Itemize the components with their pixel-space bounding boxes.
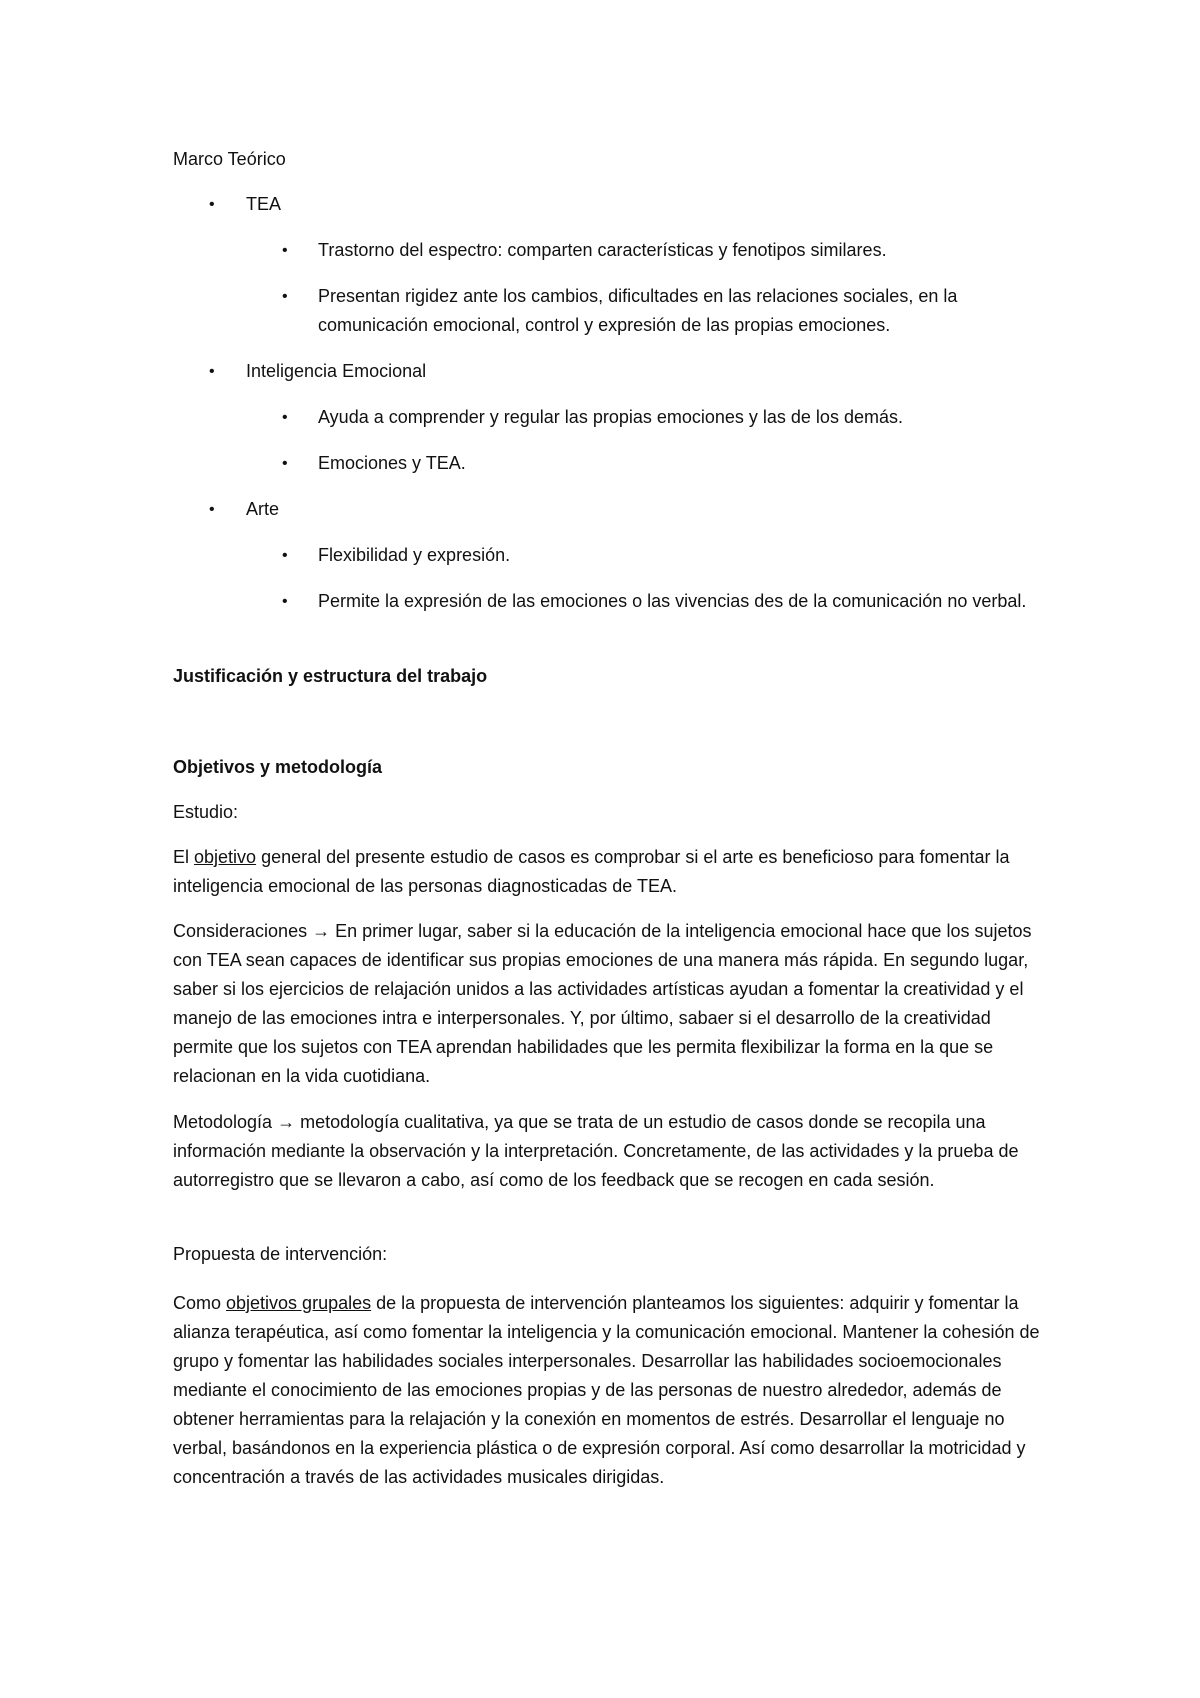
- bullet-icon: •: [282, 242, 288, 259]
- list-item-ie-2: Emociones y TEA.: [318, 453, 466, 473]
- list-item-tea-1: Trastorno del espectro: comparten características y fenotipos similares.: [318, 240, 887, 260]
- bullet-icon: •: [209, 501, 215, 518]
- bullet-icon: •: [282, 288, 288, 305]
- paragraph-objetivo: El objetivo general del presente estudio de casos es comprobar si el arte es beneficioso para fomentar la inteligencia emocional de las personas diagnosticadas de TEA.: [173, 847, 1010, 896]
- bullet-icon: •: [282, 455, 288, 472]
- list-item-arte-1: Flexibilidad y expresión.: [318, 545, 511, 565]
- paragraph-objetivos-grupales: Como objetivos grupales de la propuesta de intervención planteamos los siguientes: adquirir y fomentar la alianza terapéutica, así como fomentar la inteligencia y la comunicación emocional. Mantener la cohesión de grupo y fomentar las habilidades sociales interpersonales. Desarrollar las habilidades socioemocionales mediante el conocimiento de las emociones propias y de las personas de nuestro alrededor, además de obtener herramientas para la relajación y la conexión en momentos de estrés. Desarrollar el lenguaje no verbal, basándonos en la experiencia plástica o de expresión corporal. Así como desarrollar la motricidad y concentración a través de las actividades musicales dirigidas.: [173, 1293, 1040, 1487]
- list-item-ie: Inteligencia Emocional: [246, 361, 427, 381]
- underlined-term-objetivo: objetivo: [194, 847, 257, 867]
- bullet-icon: •: [209, 196, 215, 213]
- paragraph-consideraciones: Consideraciones → En primer lugar, saber si la educación de la inteligencia emocional hace que los sujetos con TEA sean capaces de identificar sus propias emociones de una manera más rápida. En segundo lugar, saber si los ejercicios de relajación unidos a las actividades artísticas ayudan a fomentar la creatividad y el manejo de las emociones intra e interpersonales. Y, por último, sabaer si el desarrollo de la creatividad permite que los sujetos con TEA aprendan habilidades que les permita flexibilizar la forma en la que se relacionan en la vida cuotidiana.: [173, 921, 1032, 1086]
- section-title-objetivos: Objetivos y metodología: [173, 757, 383, 777]
- bullet-icon: •: [282, 409, 288, 426]
- bullet-icon: •: [282, 593, 288, 610]
- list-item-tea-2: Presentan rigidez ante los cambios, dificultades en las relaciones sociales, en la comunicación emocional, control y expresión de las propias emociones.: [318, 286, 958, 335]
- list-item-ie-1: Ayuda a comprender y regular las propias emociones y las de los demás.: [318, 407, 903, 427]
- list-item-arte-2: Permite la expresión de las emociones o las vivencias des de la comunicación no verbal.: [318, 591, 1027, 611]
- subheading-estudio: Estudio:: [173, 802, 239, 822]
- bullet-icon: •: [282, 547, 288, 564]
- section-title-justificacion: Justificación y estructura del trabajo: [173, 666, 488, 686]
- bullet-icon: •: [209, 363, 215, 380]
- paragraph-metodologia: Metodología → metodología cualitativa, ya que se trata de un estudio de casos donde se recopila una información mediante la observación y la interpretación. Concretamente, de las actividades y la prueba de autorregistro que se llevaron a cabo, así como de los feedback que se recogen en cada sesión.: [173, 1112, 1019, 1190]
- list-item-arte: Arte: [246, 499, 280, 519]
- section-title-marco: Marco Teórico: [173, 149, 286, 169]
- subheading-propuesta: Propuesta de intervención:: [173, 1244, 388, 1264]
- underlined-term-objetivos-grupales: objetivos grupales: [226, 1293, 372, 1313]
- list-item-tea: TEA: [246, 194, 282, 214]
